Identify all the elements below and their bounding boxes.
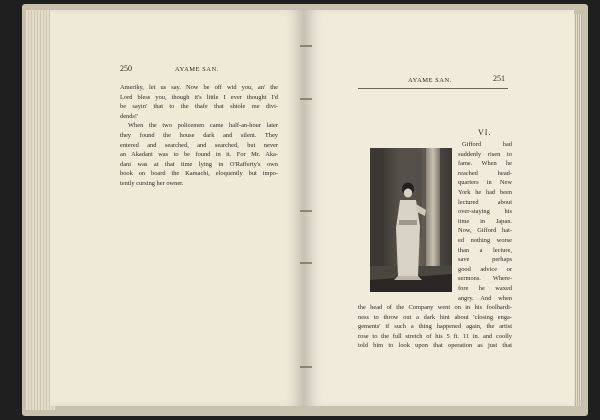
binding-stitch xyxy=(300,45,312,47)
chapter-heading: VI. xyxy=(478,128,492,137)
right-running-head: AYAME SAN. xyxy=(408,77,452,84)
text-line: dani was at that time lying in O'Rafferty's own xyxy=(120,160,278,168)
text-line: lectured about xyxy=(458,198,512,206)
text-line: rose to the full stretch of his 5 ft. 11 in. and coolly xyxy=(358,332,512,340)
text-line: time in Japan. xyxy=(458,217,512,225)
text-line: fame. When he xyxy=(458,160,512,168)
text-line: ness to throw out a dark hint about 'closing enga- xyxy=(358,313,512,321)
text-line: reached head- xyxy=(458,169,512,177)
left-page-text xyxy=(120,83,278,189)
text-line: they found the house dark and silent. They xyxy=(120,131,278,139)
text-line: Gifford had xyxy=(462,141,512,148)
text-line: be sayin' that to the thafe that shtole me divi- xyxy=(120,103,278,111)
text-line: angry. And when xyxy=(458,294,512,302)
header-rule xyxy=(358,88,508,89)
kimono-photograph xyxy=(370,148,452,292)
text-line: ed nothing worse xyxy=(458,236,512,244)
binding-stitch xyxy=(300,210,312,212)
text-line: quarters in New xyxy=(458,179,512,187)
text-line: gements' if such a thing happened again, the artist xyxy=(358,323,512,331)
right-side-column xyxy=(458,140,512,303)
right-page-edges xyxy=(574,14,582,406)
text-line: Now, Gifford hat- xyxy=(458,227,512,235)
text-line: than a lecture, xyxy=(458,246,512,254)
text-line: book on board the Kamachi, eloquently but impo- xyxy=(120,170,278,178)
right-page-text xyxy=(358,303,512,351)
text-line: save perhaps xyxy=(458,256,512,264)
text-line: the head of the Company went on in his foolhardi- xyxy=(358,304,512,311)
text-line: an Akadani was to be found in it. For Mr. Aka- xyxy=(120,151,278,159)
text-line: fore he waxed xyxy=(458,284,512,292)
text-line: tently cursing her owner. xyxy=(120,179,184,187)
text-line: York he had been xyxy=(458,188,512,196)
binding-stitch xyxy=(300,98,312,100)
text-line: When the two policemen came half-an-hour later xyxy=(128,122,278,130)
left-running-head: AYAME SAN. xyxy=(175,66,219,73)
text-line: entered and searched, and searched, but never xyxy=(120,141,278,149)
text-line: over-staying his xyxy=(458,208,512,216)
photo-image xyxy=(370,148,452,292)
text-line: sermons. Where- xyxy=(458,275,512,283)
text-line: suddenly risen to xyxy=(458,150,512,158)
text-line: dends!' xyxy=(120,112,139,120)
binding-stitch xyxy=(300,262,312,264)
text-line: Ameriky, let us say. Now be off wid you, an' the xyxy=(120,84,278,91)
text-line: Lord bless you, though it's little I ever thought I'd xyxy=(120,93,278,101)
text-line: told him to look upon that operation as just that xyxy=(358,342,512,350)
binding-stitch xyxy=(300,366,312,368)
left-page-number: 250 xyxy=(120,64,132,73)
text-line: good advice or xyxy=(458,265,512,273)
right-page-number: 251 xyxy=(493,74,505,83)
